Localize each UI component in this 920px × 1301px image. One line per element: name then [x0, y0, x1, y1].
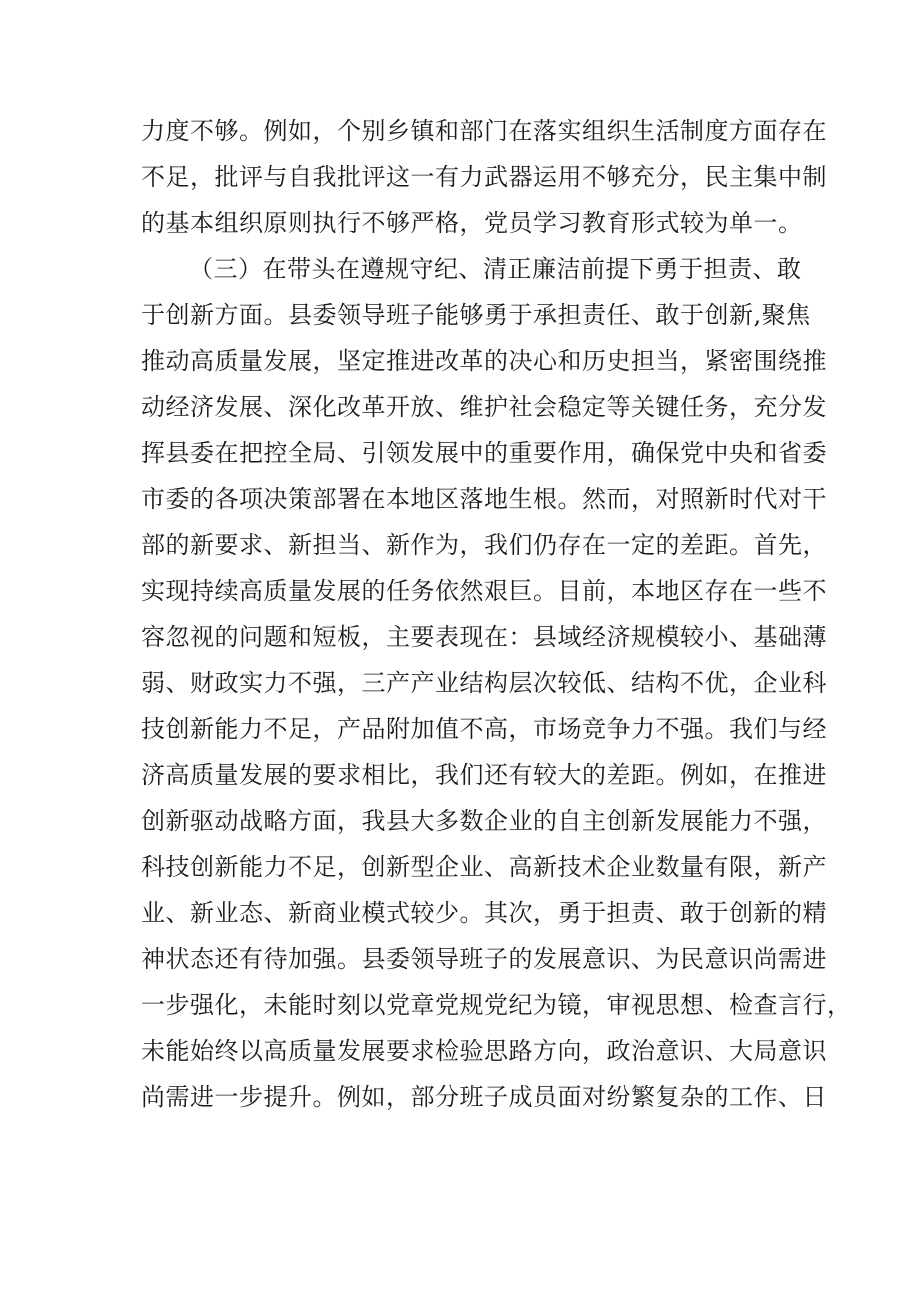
text-line: 一步强化，未能时刻以党章党规党纪为镜，审视思想、检查言行，: [141, 991, 852, 1019]
text-line: 弱、财政实力不强，三产产业结构层次较低、结构不优，企业科: [141, 669, 827, 697]
text-line: 部的新要求、新担当、新作为，我们仍存在一定的差距。首先，: [141, 531, 827, 559]
section-heading-line: （三）在带头在遵规守纪、清正廉洁前提下勇于担责、敢: [189, 255, 802, 283]
text-line: 市委的各项决策部署在本地区落地生根。然而，对照新时代对干: [141, 485, 827, 513]
text-line: 动经济发展、深化改革开放、维护社会稳定等关键任务，充分发: [141, 393, 827, 421]
text-line: 科技创新能力不足，创新型企业、高新技术企业数量有限，新产: [141, 853, 827, 881]
text-line: 挥县委在把控全局、引领发展中的重要作用，确保党中央和省委: [141, 439, 827, 467]
text-line: 创新驱动战略方面，我县大多数企业的自主创新发展能力不强，: [141, 807, 827, 835]
text-line: 容忽视的问题和短板，主要表现在：县域经济规模较小、基础薄: [141, 623, 827, 651]
text-line: 未能始终以高质量发展要求检验思路方向，政治意识、大局意识: [141, 1037, 827, 1065]
text-line: 推动高质量发展，坚定推进改革的决心和历史担当，紧密围绕推: [141, 347, 827, 375]
text-line: 力度不够。例如，个别乡镇和部门在落实组织生活制度方面存在: [141, 117, 827, 145]
text-line: 的基本组织原则执行不够严格，党员学习教育形式较为单一。: [141, 209, 803, 237]
body-text: [141, 108, 852, 1120]
text-line: 尚需进一步提升。例如，部分班子成员面对纷繁复杂的工作、日: [141, 1083, 827, 1111]
text-line: 神状态还有待加强。县委领导班子的发展意识、为民意识尚需进: [141, 945, 827, 973]
text-line: 技创新能力不足，产品附加值不高，市场竞争力不强。我们与经: [141, 715, 827, 743]
text-line: 济高质量发展的要求相比，我们还有较大的差距。例如，在推进: [141, 761, 827, 789]
text-line: 于创新方面。县委领导班子能够勇于承担责任、敢于创新,聚焦: [141, 301, 811, 329]
text-line: 实现持续高质量发展的任务依然艰巨。目前，本地区存在一些不: [141, 577, 827, 605]
text-line: 不足，批评与自我批评这一有力武器运用不够充分，民主集中制: [141, 163, 827, 191]
text-line: 业、新业态、新商业模式较少。其次，勇于担责、敢于创新的精: [141, 899, 827, 927]
